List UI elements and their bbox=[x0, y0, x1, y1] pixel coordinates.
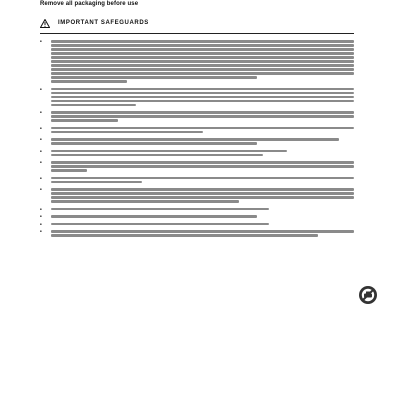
text-line-placeholder bbox=[51, 196, 354, 199]
list-item bbox=[40, 127, 354, 134]
list-bullet: • bbox=[40, 148, 42, 155]
text-line-placeholder bbox=[51, 169, 87, 172]
list-item bbox=[40, 161, 354, 172]
text-line-placeholder bbox=[51, 142, 257, 145]
text-line-placeholder bbox=[51, 56, 354, 59]
section-title: IMPORTANT SAFEGUARDS bbox=[58, 19, 149, 26]
text-line-placeholder bbox=[51, 188, 354, 191]
list-bullet: • bbox=[40, 137, 42, 143]
list-item bbox=[40, 40, 354, 83]
text-line-placeholder bbox=[51, 215, 257, 218]
text-line-placeholder bbox=[51, 234, 318, 237]
safeguard-list bbox=[40, 40, 354, 237]
list-item bbox=[40, 230, 354, 237]
list-bullet: • bbox=[40, 125, 42, 132]
list-bullet: • bbox=[40, 39, 42, 45]
text-line-placeholder bbox=[51, 154, 263, 157]
text-line-placeholder bbox=[51, 80, 127, 83]
text-line-placeholder bbox=[51, 40, 354, 43]
list-bullet: • bbox=[40, 214, 42, 220]
list-bullet: • bbox=[40, 221, 42, 228]
text-line-placeholder bbox=[51, 60, 354, 63]
list-item bbox=[40, 223, 354, 226]
list-bullet: • bbox=[40, 187, 42, 193]
prohibited-symbol-icon bbox=[358, 285, 378, 305]
list-bullet: • bbox=[40, 160, 42, 166]
section-header bbox=[40, 18, 354, 28]
list-item bbox=[40, 208, 354, 211]
text-line-placeholder bbox=[51, 208, 269, 211]
list-item bbox=[40, 138, 354, 145]
text-line-placeholder bbox=[51, 52, 354, 55]
list-bullet: • bbox=[40, 229, 42, 235]
text-line-placeholder bbox=[51, 115, 354, 118]
text-line-placeholder bbox=[51, 88, 354, 91]
text-line-placeholder bbox=[51, 150, 287, 153]
text-line-placeholder bbox=[51, 181, 142, 184]
warning-triangle-icon bbox=[40, 19, 50, 28]
list-bullet: • bbox=[40, 86, 42, 93]
list-item bbox=[40, 215, 354, 218]
text-line-placeholder bbox=[51, 223, 269, 226]
text-line-placeholder bbox=[51, 72, 354, 75]
text-line-placeholder bbox=[51, 230, 354, 233]
list-item bbox=[40, 88, 354, 107]
text-line-placeholder bbox=[51, 44, 354, 47]
text-line-placeholder bbox=[51, 165, 354, 168]
text-line-placeholder bbox=[51, 104, 136, 107]
list-item bbox=[40, 111, 354, 122]
list-item bbox=[40, 177, 354, 184]
text-line-placeholder bbox=[51, 96, 354, 99]
text-line-placeholder bbox=[51, 92, 354, 95]
text-line-placeholder bbox=[51, 119, 118, 122]
text-line-placeholder bbox=[51, 177, 354, 180]
text-line-placeholder bbox=[51, 127, 354, 130]
text-line-placeholder bbox=[51, 200, 239, 203]
section-divider bbox=[40, 33, 354, 34]
text-line-placeholder bbox=[51, 111, 354, 114]
list-bullet: • bbox=[40, 206, 42, 213]
list-bullet: • bbox=[40, 110, 42, 116]
list-bullet: • bbox=[40, 175, 42, 182]
text-line-placeholder bbox=[51, 64, 354, 67]
text-line-placeholder bbox=[51, 131, 203, 134]
text-line-placeholder bbox=[51, 161, 354, 164]
text-line-placeholder bbox=[51, 138, 339, 141]
text-line-placeholder bbox=[51, 100, 354, 103]
text-line-placeholder bbox=[51, 68, 354, 71]
text-line-placeholder bbox=[51, 192, 354, 195]
list-item bbox=[40, 188, 354, 203]
packaging-note: Remove all packaging before use bbox=[40, 1, 139, 7]
list-item bbox=[40, 150, 354, 157]
text-line-placeholder bbox=[51, 76, 257, 79]
text-line-placeholder bbox=[51, 48, 354, 51]
